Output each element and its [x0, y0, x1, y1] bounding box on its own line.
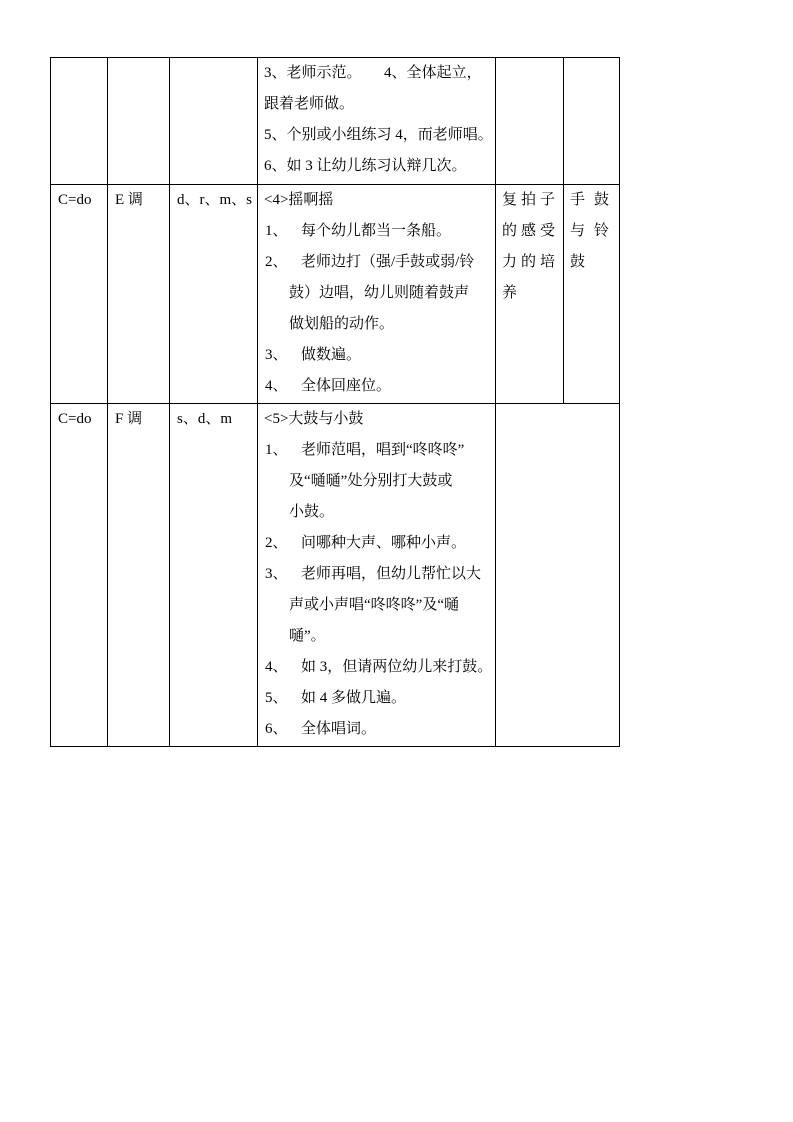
- notes-cell: d、r、m、s: [170, 185, 258, 404]
- activity-line: 3、老师示范。 4、全体起立，: [264, 65, 482, 81]
- instrument-cell: [564, 58, 620, 185]
- step-first-line: [264, 340, 495, 371]
- step-first-line: [264, 247, 495, 278]
- step-number: 2、: [265, 535, 288, 551]
- goal-line: 复拍子: [502, 192, 555, 208]
- goal-line: 养: [502, 285, 518, 301]
- activity-cell: [258, 404, 496, 747]
- step-number: 1、: [265, 223, 288, 239]
- goal-cell: [496, 58, 564, 185]
- step-item: [264, 247, 495, 340]
- tone-cell: F 调: [108, 404, 170, 747]
- tone-cell: E 调: [108, 185, 170, 404]
- step-text-line: 声或小声唱“咚咚咚”及“嗵: [289, 597, 459, 613]
- table-row: [51, 58, 620, 185]
- key-cell: [51, 58, 108, 185]
- step-item: [264, 683, 495, 714]
- step-first-line: [264, 714, 495, 745]
- notes-cell: [170, 58, 258, 185]
- activity-title: <5>大鼓与小鼓: [264, 411, 364, 427]
- step-text-line: 做划船的动作。: [289, 316, 395, 332]
- step-item: [264, 435, 495, 528]
- step-item: [264, 340, 495, 371]
- step-text: 全体唱词。: [301, 721, 377, 737]
- step-text: 如 4 多做几遍。: [301, 690, 407, 706]
- step-first-line: [264, 652, 495, 683]
- table-row: [51, 404, 620, 747]
- step-item: [264, 714, 495, 745]
- instrument-line: 手鼓: [570, 192, 609, 208]
- table-row: [51, 185, 620, 404]
- instrument-line: 与铃: [570, 223, 609, 239]
- step-number: 1、: [265, 442, 288, 458]
- activity-line: 6、如 3 让幼儿练习认辩几次。: [264, 158, 467, 174]
- activity-cell: [258, 185, 496, 404]
- activity-cell: [258, 58, 496, 185]
- activity-line: 跟着老师做。: [264, 96, 355, 112]
- activity-line: 5、个别或小组练习 4，而老师唱。: [264, 127, 493, 143]
- step-number: 5、: [265, 690, 288, 706]
- goal-cell: [496, 185, 564, 404]
- goal-line: 的感受: [502, 223, 555, 239]
- goal-line: 力的培: [502, 254, 555, 270]
- step-first-line: [264, 435, 495, 466]
- step-number: 2、: [265, 254, 288, 270]
- step-number: 4、: [265, 378, 288, 394]
- step-first-line: [264, 528, 495, 559]
- step-text-line: 小鼓。: [289, 504, 335, 520]
- step-number: 3、: [265, 347, 288, 363]
- notes-cell: s、d、m: [170, 404, 258, 747]
- instrument-cell: [564, 185, 620, 404]
- step-item: [264, 559, 495, 652]
- goal-instrument-merged-cell: [496, 404, 620, 747]
- step-text-line: 鼓）边唱，幼儿则随着鼓声: [289, 285, 470, 301]
- step-text: 问哪种大声、哪种小声。: [301, 535, 467, 551]
- step-first-line: [264, 559, 495, 590]
- step-item: [264, 528, 495, 559]
- step-text: 每个幼儿都当一条船。: [301, 223, 452, 239]
- lesson-table: [50, 57, 620, 747]
- step-text: 老师边打（强/手鼓或弱/铃: [301, 254, 475, 270]
- step-item: [264, 216, 495, 247]
- key-cell: C=do: [51, 404, 108, 747]
- step-text-line: 嗵”。: [289, 628, 326, 644]
- step-text: 老师范唱，唱到“咚咚咚”: [301, 442, 465, 458]
- step-number: 6、: [265, 721, 288, 737]
- instrument-line: 鼓: [570, 254, 586, 270]
- step-number: 3、: [265, 566, 288, 582]
- activity-title: <4>摇啊摇: [264, 192, 334, 208]
- step-first-line: [264, 371, 495, 402]
- step-item: [264, 652, 495, 683]
- step-text: 老师再唱，但幼儿帮忙以大: [301, 566, 482, 582]
- step-first-line: [264, 216, 495, 247]
- step-first-line: [264, 683, 495, 714]
- step-text: 全体回座位。: [301, 378, 392, 394]
- key-cell: C=do: [51, 185, 108, 404]
- step-number: 4、: [265, 659, 288, 675]
- step-text: 做数遍。: [301, 347, 362, 363]
- tone-cell: [108, 58, 170, 185]
- step-item: [264, 371, 495, 402]
- step-text-line: 及“嗵嗵”处分别打大鼓或: [289, 473, 453, 489]
- step-text: 如 3，但请两位幼儿来打鼓。: [301, 659, 493, 675]
